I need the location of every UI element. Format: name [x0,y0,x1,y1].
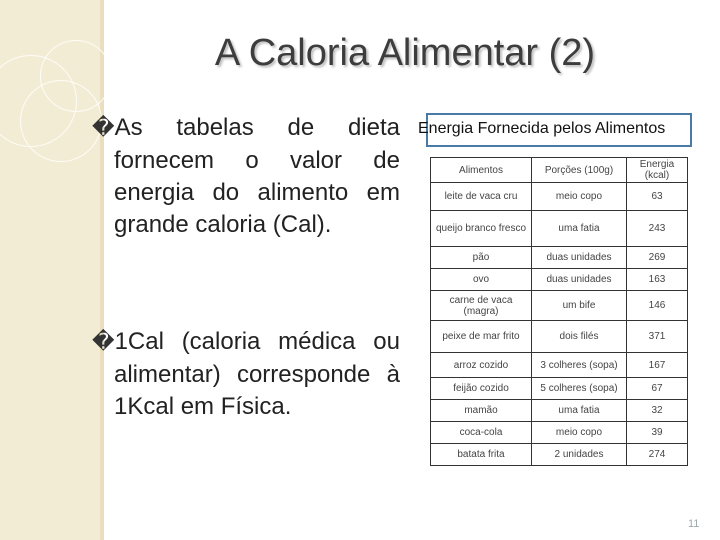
bullet-1-text: As tabelas de dieta fornecem o valor de energia do alimento em grande caloria (Cal). [114,114,400,238]
table-cell: duas unidades [532,269,627,291]
table-cell: 2 unidades [532,444,627,466]
table-cell: meio copo [532,183,627,211]
table-row [431,321,688,353]
table-cell: 32 [627,400,688,422]
table-cell: 67 [627,378,688,400]
table-cell: 167 [627,353,688,378]
table-cell: 371 [627,321,688,353]
table-row [431,183,688,211]
table-cell: 146 [627,291,688,321]
table-cell: um bife [532,291,627,321]
header-energia: Energia (kcal) [627,158,688,183]
table-cell: uma fatia [532,400,627,422]
table-cell: peixe de mar frito [431,321,532,353]
table-cell: ovo [431,269,532,291]
table-cell: 3 colheres (sopa) [532,353,627,378]
bullet-icon: � [92,116,115,141]
food-energy-table [430,157,688,466]
table-cell: duas unidades [532,247,627,269]
table-row [431,269,688,291]
slide-title: A Caloria Alimentar (2) [214,32,596,74]
table-cell: 274 [627,444,688,466]
bullet-2-text: 1Cal (caloria médica ou alimentar) corresponde à 1Kcal em Física. [114,328,400,420]
table-row [431,400,688,422]
bullet-2 [92,326,400,423]
table-row [431,247,688,269]
table-cell: 63 [627,183,688,211]
table-cell: 5 colheres (sopa) [532,378,627,400]
bullet-1 [92,112,400,241]
page-number: 11 [688,518,700,530]
header-alimentos: Alimentos [431,158,532,183]
table-cell: feijão cozido [431,378,532,400]
table-cell: coca-cola [431,422,532,444]
table-cell: carne de vaca (magra) [431,291,532,321]
table-cell: queijo branco fresco [431,211,532,247]
table-cell: meio copo [532,422,627,444]
table-row [431,353,688,378]
table-cell: mamão [431,400,532,422]
table-row [431,291,688,321]
table-cell: leite de vaca cru [431,183,532,211]
table-row [431,378,688,400]
table-cell: 163 [627,269,688,291]
bullet-icon: � [92,330,115,355]
table-row [431,211,688,247]
table-header-row [431,158,688,183]
table-cell: arroz cozido [431,353,532,378]
table-row [431,422,688,444]
table-cell: 39 [627,422,688,444]
table-row [431,444,688,466]
table-caption: Energia Fornecida pelos Alimentos [418,120,666,137]
table-cell: dois filés [532,321,627,353]
table-cell: 269 [627,247,688,269]
table-cell: uma fatia [532,211,627,247]
table-cell: batata frita [431,444,532,466]
decorative-circle [20,80,102,162]
table-cell: pão [431,247,532,269]
header-porcoes: Porções (100g) [532,158,627,183]
table-cell: 243 [627,211,688,247]
